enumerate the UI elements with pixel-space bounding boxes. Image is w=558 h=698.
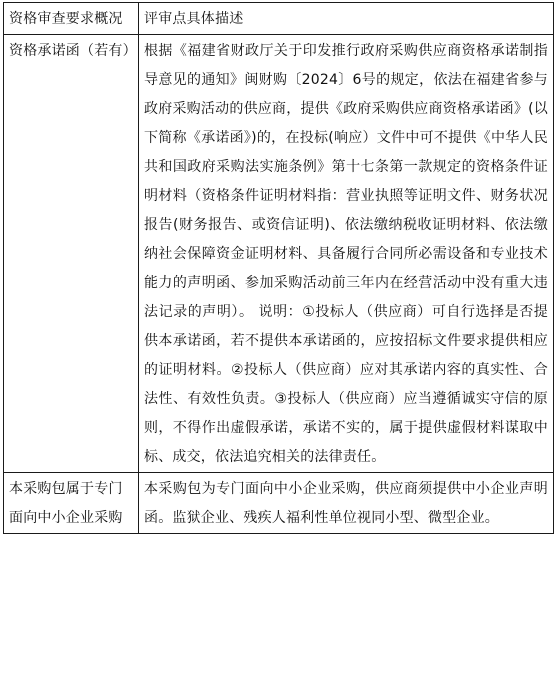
row-description-cell: 根据《福建省财政厅关于印发推行政府采购供应商资格承诺制指导意见的通知》闽财购〔2024〕6号的规定，依法在福建省参与政府采购活动的供应商，提供《政府采购供应商资格承诺函》(以下简称《承诺函》)的，在投标(响应）文件中可不提供《中华人民共和国政府采购法实施条例》第十七条第一款规定的资格条件证明材料（资格条件证明材料指：营业执照等证明文件、财务状况报告(财务报告、或资信证明)、依法缴纳税收证明材料、依法缴纳社会保障资金证明材料、具备履行合同所必需设备和专业技术能力的声明函、参加采购活动前三年内在经营活动中没有重大违法记录的声明）。 说明：①投标人（供应商）可自行选择是否提供本承诺函，若不提供本承诺函的，应按招标文件要求提供相应的证明材料。②投标人（供应商）应对其承诺内容的真实性、合法性、有效性负责。③投标人（供应商）应当遵循诚实守信的原则，不得作出虚假承诺，承诺不实的，属于提供虚假材料谋取中标、成交，依法追究相关的法律责任。 <box>139 35 554 473</box>
table-row <box>4 473 554 534</box>
header-requirement-overview: 资格审查要求概况 <box>4 3 139 35</box>
row-requirement-cell: 本采购包属于专门面向中小企业采购 <box>4 473 139 534</box>
table-row <box>4 35 554 473</box>
row-requirement-cell: 资格承诺函（若有） <box>4 35 139 473</box>
qualification-review-table <box>3 2 554 534</box>
table-header-row <box>4 3 554 35</box>
header-review-point-description: 评审点具体描述 <box>139 3 554 35</box>
row-description-cell: 本采购包为专门面向中小企业采购，供应商须提供中小企业声明函。监狱企业、残疾人福利性单位视同小型、微型企业。 <box>139 473 554 534</box>
